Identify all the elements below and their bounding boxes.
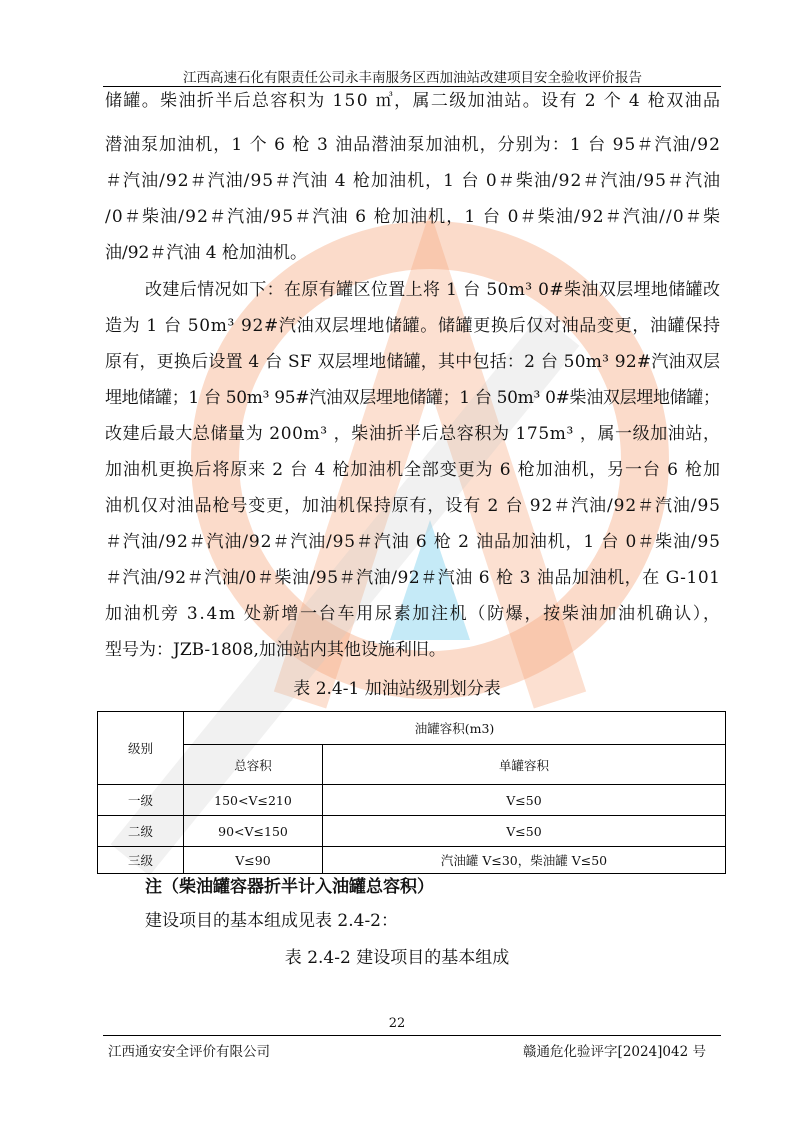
text-line: ＃汽油/92＃汽油/92＃汽油/95＃汽油 6 枪 2 油品加油机，1 台 0＃柴油/95 bbox=[105, 532, 721, 552]
text-line: 改建后情况如下：在原有罐区位置上将 1 台 50m³ 0#柴油双层埋地储罐改 bbox=[145, 280, 721, 300]
table-note: 注（柴油罐容器折半计入油罐总容积） bbox=[145, 877, 434, 897]
footer-doc-number: 赣通危化验评字[2024]042 号 bbox=[523, 1044, 706, 1060]
text-line: ＃汽油/92＃汽油/95＃汽油 4 枪加油机，1 台 0＃柴油/92＃汽油/95＃汽油 bbox=[105, 171, 722, 191]
text-line: ＃汽油/92＃汽油/0＃柴油/95＃汽油/92＃汽油 6 枪 3 油品加油机，在 G-101 bbox=[105, 568, 721, 588]
header-total-volume: 总容积 bbox=[184, 745, 323, 785]
text-line: 型号为：JZB-1808,加油站内其他设施利旧。 bbox=[105, 640, 446, 660]
cell-single: 汽油罐 V≤30，柴油罐 V≤50 bbox=[323, 847, 726, 874]
footer-rule bbox=[103, 1035, 721, 1036]
header-level: 级别 bbox=[98, 712, 184, 785]
header-tank-volume: 油罐容积(m3) bbox=[184, 712, 726, 745]
header-rule bbox=[103, 86, 721, 87]
station-level-table bbox=[97, 711, 726, 874]
table-row bbox=[98, 785, 726, 816]
text-line: 油/92＃汽油 4 枪加油机。 bbox=[105, 243, 307, 263]
cell-total: V≤90 bbox=[184, 847, 323, 874]
text-line: 改建后最大总储量为 200m³ ，柴油折半后总容积为 175m³ ，属一级加油站， bbox=[105, 424, 721, 444]
text-line: 潜油泵加油机，1 个 6 枪 3 油品潜油泵加油机，分别为：1 台 95＃汽油/92 bbox=[105, 135, 722, 155]
footer-company: 江西通安安全评价有限公司 bbox=[108, 1044, 270, 1060]
cell-single: V≤50 bbox=[323, 816, 726, 847]
table-1-caption: 表 2.4-1 加油站级别划分表 bbox=[293, 679, 501, 699]
text-line: /0＃柴油/92＃汽油/95＃汽油 6 枪加油机，1 台 0＃柴油/92＃汽油//0＃柴 bbox=[105, 207, 722, 227]
cell-level: 二级 bbox=[98, 816, 184, 847]
table-row bbox=[98, 816, 726, 847]
text-line: 油机仅对油品枪号变更，加油机保持原有，设有 2 台 92＃汽油/92＃汽油/95 bbox=[105, 496, 721, 516]
text-line: 造为 1 台 50m³ 92#汽油双层埋地储罐。储罐更换后仅对油品变更，油罐保持 bbox=[105, 316, 721, 336]
page-number: 22 bbox=[388, 1016, 406, 1031]
text-line: 加油机更换后将原来 2 台 4 枪加油机全部变更为 6 枪加油机，另一台 6 枪加 bbox=[105, 460, 721, 480]
cell-level: 一级 bbox=[98, 785, 184, 816]
header-single-volume: 单罐容积 bbox=[323, 745, 726, 785]
text-line: 加油机旁 3.4m 处新增一台车用尿素加注机（防爆，按柴油加油机确认）， bbox=[105, 604, 722, 624]
text-line: 原有，更换后设置 4 台 SF 双层埋地储罐，其中包括：2 台 50m³ 92#汽油双层 bbox=[105, 352, 721, 372]
cell-total: 150<V≤210 bbox=[184, 785, 323, 816]
cell-total: 90<V≤150 bbox=[184, 816, 323, 847]
text-line: 埋地储罐；1 台 50m³ 95#汽油双层埋地储罐；1 台 50m³ 0#柴油双层埋地储罐； bbox=[105, 388, 720, 408]
cell-single: V≤50 bbox=[323, 785, 726, 816]
page-header: 江西高速石化有限责任公司永丰南服务区西加油站改建项目安全验收评价报告 bbox=[183, 70, 642, 86]
table-2-caption: 表 2.4-2 建设项目的基本组成 bbox=[284, 948, 510, 968]
table-row bbox=[98, 847, 726, 874]
text-line: 储罐。柴油折半后总容积为 150 ㎥，属二级加油站。设有 2 个 4 枪双油品 bbox=[105, 91, 722, 111]
cell-level: 三级 bbox=[98, 847, 184, 874]
intro-line: 建设项目的基本组成见表 2.4-2： bbox=[145, 911, 398, 931]
